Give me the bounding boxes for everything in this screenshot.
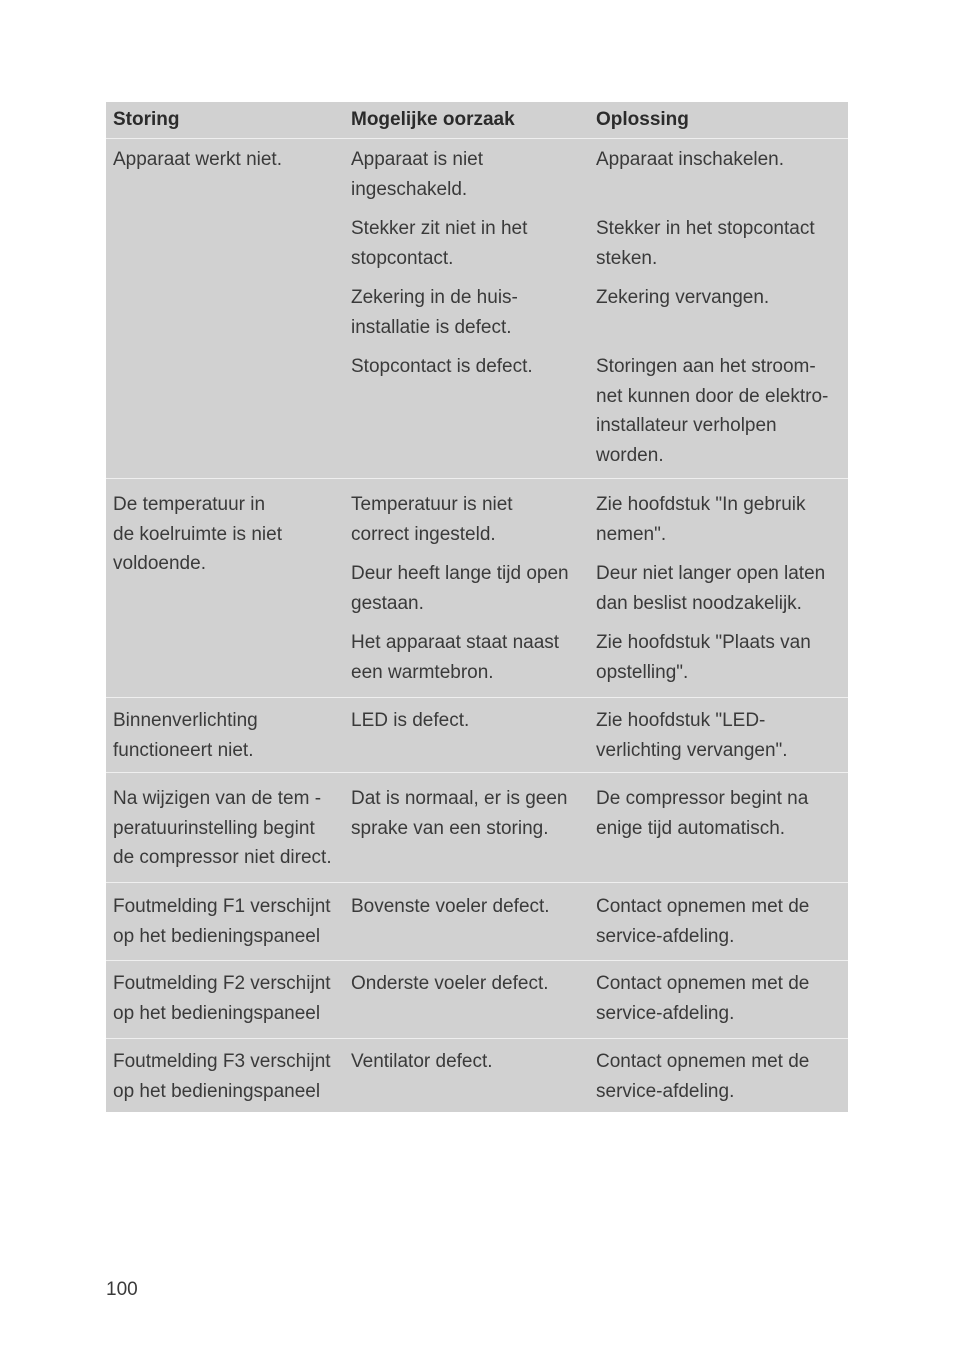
solution-line: nemen".: [596, 523, 667, 545]
problem-line: Binnenverlichting: [113, 710, 258, 731]
cause-solution-pair: [344, 559, 848, 618]
cause-cell: [344, 145, 589, 204]
solution-line: worden.: [596, 444, 664, 466]
cause-cell: [344, 628, 589, 687]
solution-cell: [589, 706, 848, 765]
table-header: [106, 102, 848, 139]
problem-line: Foutmelding F3 verschijnt: [113, 1051, 331, 1072]
table-row: [106, 139, 848, 479]
problem-line: Foutmelding F2 verschijnt: [113, 973, 331, 994]
cause-cell: [344, 892, 589, 951]
cause-line: Ventilator defect.: [351, 1051, 493, 1072]
solution-cell: [589, 490, 848, 549]
cause-solution-list: [344, 706, 848, 772]
solution-cell: [589, 214, 848, 273]
table-row: [106, 698, 848, 773]
solution-line: Zekering vervangen.: [596, 287, 770, 308]
problem-line: Na wijzigen van de tem -: [113, 788, 322, 809]
cause-line: stopcontact.: [351, 247, 454, 269]
header-storing: Storing: [113, 109, 180, 130]
solution-line: service-afdeling.: [596, 925, 735, 947]
solution-line: Storingen aan het stroom-: [596, 356, 816, 377]
problem-line: op het bedieningspaneel: [113, 1080, 321, 1102]
cause-line: Onderste voeler defect.: [351, 973, 549, 994]
problem-cell: [106, 706, 344, 772]
cause-line: LED is defect.: [351, 710, 470, 731]
problem-line: op het bedieningspaneel: [113, 1002, 321, 1024]
solution-line: verlichting vervangen".: [596, 739, 788, 761]
solution-line: Contact opnemen met de: [596, 973, 810, 994]
problem-line: De temperatuur in: [113, 494, 266, 515]
cause-line: Stekker zit niet in het: [351, 218, 528, 239]
cause-line: Bovenste voeler defect.: [351, 896, 550, 917]
solution-line: enige tijd automatisch.: [596, 817, 786, 839]
cause-solution-list: [344, 892, 848, 960]
troubleshooting-table: [106, 102, 848, 1112]
problem-line: functioneert niet.: [113, 739, 254, 761]
cause-solution-pair: [344, 969, 848, 1028]
problem-line: voldoende.: [113, 553, 206, 574]
cause-cell: [344, 352, 589, 470]
solution-line: service-afdeling.: [596, 1002, 735, 1024]
solution-line: dan beslist noodzakelijk.: [596, 592, 802, 614]
solution-cell: [589, 1047, 848, 1106]
header-oplossing: Oplossing: [596, 109, 689, 130]
cause-solution-pair: [344, 706, 848, 765]
cause-line: Stopcontact is defect.: [351, 356, 533, 377]
cause-solution-list: [344, 490, 848, 697]
table-row: [106, 961, 848, 1039]
cause-cell: [344, 969, 589, 1028]
page-number: 100: [106, 1279, 138, 1300]
solution-cell: [589, 784, 848, 843]
problem-cell: [106, 490, 344, 697]
solution-line: service-afdeling.: [596, 1080, 735, 1102]
solution-line: Contact opnemen met de: [596, 1051, 810, 1072]
problem-cell: [106, 1047, 344, 1112]
solution-cell: [589, 892, 848, 951]
problem-cell: [106, 892, 344, 960]
cause-line: ingeschakeld.: [351, 178, 468, 200]
solution-line: Zie hoofdstuk "Plaats van: [596, 632, 811, 653]
solution-line: De compressor begint na: [596, 788, 809, 809]
solution-line: steken.: [596, 247, 658, 269]
solution-cell: [589, 969, 848, 1028]
cause-cell: [344, 1047, 589, 1106]
cause-solution-pair: [344, 352, 848, 470]
table-row: [106, 773, 848, 883]
header-mogelijke-oorzaak: Mogelijke oorzaak: [351, 109, 515, 130]
cause-solution-pair: [344, 214, 848, 273]
cause-cell: [344, 214, 589, 273]
problem-cell: [106, 969, 344, 1038]
cause-solution-pair: [344, 145, 848, 204]
cause-cell: [344, 283, 589, 342]
cause-line: correct ingesteld.: [351, 523, 496, 545]
problem-cell: [106, 145, 344, 478]
cause-cell: [344, 559, 589, 618]
cause-cell: [344, 490, 589, 549]
solution-line: Zie hoofdstuk "LED-: [596, 710, 766, 731]
cause-line: installatie is defect.: [351, 316, 512, 338]
cause-cell: [344, 784, 589, 843]
cause-solution-list: [344, 1047, 848, 1112]
cause-line: gestaan.: [351, 592, 424, 614]
cause-solution-list: [344, 784, 848, 882]
problem-line: de compressor niet direct.: [113, 847, 332, 868]
cause-solution-list: [344, 969, 848, 1038]
solution-cell: [589, 559, 848, 618]
cause-line: Deur heeft lange tijd open: [351, 563, 569, 584]
cause-line: Apparaat is niet: [351, 149, 484, 170]
problem-line: peratuurinstelling begint: [113, 817, 315, 839]
problem-line: de koelruimte is niet: [113, 523, 282, 545]
solution-cell: [589, 283, 848, 342]
cause-solution-pair: [344, 628, 848, 687]
cause-line: sprake van een storing.: [351, 817, 549, 839]
table-row: [106, 1039, 848, 1112]
solution-line: Zie hoofdstuk "In gebruik: [596, 494, 806, 515]
problem-line: Foutmelding F1 verschijnt: [113, 896, 331, 917]
cause-line: Zekering in de huis-: [351, 287, 518, 308]
cause-solution-pair: [344, 283, 848, 342]
table-body: [106, 139, 848, 1112]
cause-solution-pair: [344, 490, 848, 549]
problem-line: op het bedieningspaneel: [113, 925, 321, 947]
cause-line: een warmtebron.: [351, 661, 494, 683]
solution-line: Contact opnemen met de: [596, 896, 810, 917]
table-row: [106, 883, 848, 961]
solution-line: Stekker in het stopcontact: [596, 218, 815, 239]
table-row: [106, 479, 848, 698]
cause-solution-pair: [344, 784, 848, 843]
solution-line: net kunnen door de elektro-: [596, 385, 829, 407]
cause-solution-pair: [344, 892, 848, 951]
solution-cell: [589, 628, 848, 687]
solution-cell: [589, 352, 848, 470]
problem-line: Apparaat werkt niet.: [113, 149, 282, 170]
solution-line: Apparaat inschakelen.: [596, 149, 785, 170]
cause-solution-list: [344, 145, 848, 478]
cause-line: Dat is normaal, er is geen: [351, 788, 568, 809]
cause-solution-pair: [344, 1047, 848, 1106]
cause-line: Temperatuur is niet: [351, 494, 513, 515]
solution-line: Deur niet langer open laten: [596, 563, 826, 584]
solution-cell: [589, 145, 848, 204]
solution-line: installateur verholpen: [596, 415, 777, 436]
solution-line: opstelling".: [596, 661, 689, 683]
problem-cell: [106, 784, 344, 882]
cause-cell: [344, 706, 589, 765]
cause-line: Het apparaat staat naast: [351, 632, 560, 653]
